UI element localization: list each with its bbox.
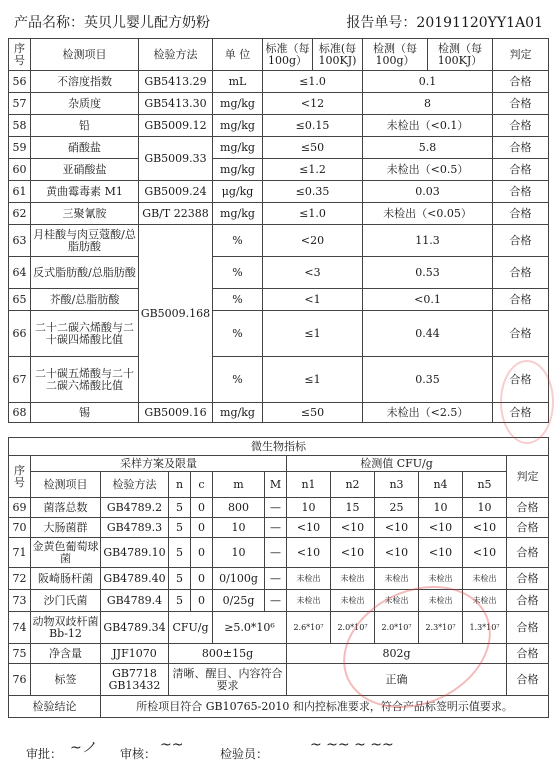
table-row — [9, 93, 549, 115]
table-cell: GB5009.12 — [139, 115, 213, 137]
table-cell: GB4789.3 — [101, 518, 169, 538]
table-cell: 未检出 — [331, 590, 375, 612]
table-cell: 合格 — [507, 498, 549, 518]
table-cell: ≤0.35 — [263, 181, 363, 203]
table-cell: 硝酸盐 — [31, 137, 139, 159]
table-cell: ≤1 — [263, 311, 363, 357]
table-cell: n1 — [287, 472, 331, 498]
table-cell: n3 — [375, 472, 419, 498]
table-cell: GB5009.168 — [139, 225, 213, 403]
table-cell: 58 — [9, 115, 31, 137]
table-cell: <3 — [263, 257, 363, 289]
table-cell: GB5009.16 — [139, 403, 213, 423]
table-row — [9, 403, 549, 423]
approve-label: 审批： — [26, 747, 63, 761]
table-cell: 沙门氏菌 — [31, 590, 101, 612]
table-cell: 70 — [9, 518, 31, 538]
table-cell: 73 — [9, 590, 31, 612]
table-cell: 合格 — [493, 289, 549, 311]
table-cell: 10 — [287, 498, 331, 518]
table-cell: 74 — [9, 612, 31, 644]
table-cell: <10 — [375, 518, 419, 538]
table-cell: ≤1 — [263, 357, 363, 403]
chemical-results-table — [8, 38, 549, 423]
table-cell: 未检出 — [375, 590, 419, 612]
table-cell: 未检出 — [463, 568, 507, 590]
table-cell: 5 — [169, 518, 191, 538]
table-cell: % — [213, 225, 263, 257]
table-cell: 未检出（<0.05） — [363, 203, 493, 225]
table-cell: 0.35 — [363, 357, 493, 403]
reviewer-signature: ~~ — [160, 737, 184, 753]
table-cell: — — [265, 568, 287, 590]
table-cell: 黄曲霉毒素 M1 — [31, 181, 139, 203]
table-cell: 0/100g — [213, 568, 265, 590]
conclusion-text: 所检项目符合 GB10765-2010 和内控标准要求，符合产品标签明示值要求。 — [101, 696, 549, 718]
table-cell: n2 — [331, 472, 375, 498]
table-cell: 合格 — [507, 590, 549, 612]
table-cell: 72 — [9, 568, 31, 590]
table-row — [9, 115, 549, 137]
micro-results-table — [8, 437, 549, 718]
table-cell: JJF1070 — [101, 644, 169, 664]
table-cell: 未检出 — [287, 590, 331, 612]
table-cell: 亚硝酸盐 — [31, 159, 139, 181]
table-cell: 8 — [363, 93, 493, 115]
conclusion-label: 检验结论 — [9, 696, 101, 718]
table-cell: 合格 — [507, 568, 549, 590]
sampling-plan-header: 采样方案及限量 — [31, 456, 287, 472]
table-cell: 5 — [169, 538, 191, 568]
table-cell: 合格 — [493, 403, 549, 423]
table-cell: 62 — [9, 203, 31, 225]
table-cell: GB4789.34 — [101, 612, 169, 644]
table-row — [9, 644, 549, 664]
table-cell: <10 — [331, 538, 375, 568]
table-cell: GB4789.40 — [101, 568, 169, 590]
table-cell: 0/25g — [213, 590, 265, 612]
table-cell: <10 — [331, 518, 375, 538]
table-cell: m — [213, 472, 265, 498]
table-cell: — — [265, 518, 287, 538]
table-cell: 66 — [9, 311, 31, 357]
table-cell: GB5413.30 — [139, 93, 213, 115]
table-cell: — — [265, 498, 287, 518]
table-cell: 合格 — [507, 664, 549, 696]
table-cell: 10 — [213, 518, 265, 538]
table-cell: 未检出 — [419, 590, 463, 612]
table-cell: 合格 — [493, 225, 549, 257]
table-cell: M — [265, 472, 287, 498]
table-cell: <1 — [263, 289, 363, 311]
table-cell: 67 — [9, 357, 31, 403]
table-cell: ≥5.0*10⁶ — [213, 612, 287, 644]
table-cell: CFU/g — [169, 612, 213, 644]
table-cell: 2.0*10⁷ — [375, 612, 419, 644]
col-verdict: 判定 — [493, 39, 549, 71]
table-cell: 75 — [9, 644, 31, 664]
table-cell: 净含量 — [31, 644, 101, 664]
col-std-100kj: 标准(每100KJ) — [313, 39, 363, 71]
table-cell: 未检出（<2.5） — [363, 403, 493, 423]
table-cell: 5.8 — [363, 137, 493, 159]
table-cell: 合格 — [493, 203, 549, 225]
table-cell: 60 — [9, 159, 31, 181]
table-row — [9, 568, 549, 590]
table-row — [9, 538, 549, 568]
table-cell: GB4789.4 — [101, 590, 169, 612]
table-cell: GB/T 22388 — [139, 203, 213, 225]
table-cell: 清晰、醒目、内容符合要求 — [169, 664, 287, 696]
table-row — [9, 311, 549, 357]
table-row — [9, 357, 549, 403]
table-cell: 63 — [9, 225, 31, 257]
table-cell: μg/kg — [213, 181, 263, 203]
table-cell: 1.3*10⁷ — [463, 612, 507, 644]
table-cell: 合格 — [493, 93, 549, 115]
micro-title: 微生物指标 — [9, 438, 549, 456]
table-row — [9, 590, 549, 612]
table-cell: <10 — [419, 518, 463, 538]
table-cell: 阪崎肠杆菌 — [31, 568, 101, 590]
table-cell: 合格 — [493, 137, 549, 159]
table-cell: GB4789.10 — [101, 538, 169, 568]
table-cell: 未检出 — [419, 568, 463, 590]
table-cell: 5 — [169, 590, 191, 612]
table-cell: 芥酸/总脂肪酸 — [31, 289, 139, 311]
table-cell: % — [213, 357, 263, 403]
table-cell: 0 — [191, 568, 213, 590]
table-cell: — — [265, 590, 287, 612]
table-cell: % — [213, 257, 263, 289]
table-cell: <10 — [375, 538, 419, 568]
table-cell: 未检出（<0.5） — [363, 159, 493, 181]
table-row — [9, 612, 549, 644]
table-cell: 三聚氰胺 — [31, 203, 139, 225]
table-cell: 802g — [287, 644, 507, 664]
table-cell: 5 — [169, 568, 191, 590]
table-header — [9, 472, 549, 498]
table-cell: 合格 — [493, 311, 549, 357]
table-cell: 800 — [213, 498, 265, 518]
table-cell: ≤1.0 — [263, 203, 363, 225]
col-seq: 序号 — [9, 39, 31, 71]
table-cell: 2.6*10⁷ — [287, 612, 331, 644]
table-cell: mg/kg — [213, 403, 263, 423]
col-res-100g: 检测（每100g） — [363, 39, 428, 71]
table-cell: mg/kg — [213, 93, 263, 115]
table-cell: <10 — [419, 538, 463, 568]
report-number: 报告单号：20191120YY1A01 — [346, 15, 543, 31]
table-cell: 15 — [331, 498, 375, 518]
table-cell: 反式脂肪酸/总脂肪酸 — [31, 257, 139, 289]
table-row — [9, 181, 549, 203]
table-cell: 65 — [9, 289, 31, 311]
table-cell: GB4789.2 — [101, 498, 169, 518]
conclusion-row — [9, 696, 549, 718]
review-label: 审核： — [120, 747, 157, 761]
table-cell: 大肠菌群 — [31, 518, 101, 538]
table-cell: mL — [213, 71, 263, 93]
table-row — [9, 289, 549, 311]
table-cell: 0.03 — [363, 181, 493, 203]
table-cell: 2.3*10⁷ — [419, 612, 463, 644]
table-cell: 10 — [213, 538, 265, 568]
col-std-100g: 标准（每100g） — [263, 39, 313, 71]
table-cell: 不溶度指数 — [31, 71, 139, 93]
table-cell: 57 — [9, 93, 31, 115]
table-row — [9, 137, 549, 159]
table-cell: 月桂酸与肉豆蔻酸/总脂肪酸 — [31, 225, 139, 257]
table-cell: 合格 — [493, 159, 549, 181]
table-cell: 检测项目 — [31, 472, 101, 498]
product-name: 产品名称：英贝儿婴儿配方奶粉 — [14, 15, 210, 31]
inspector-label: 检验员： — [220, 747, 269, 761]
table-cell: 合格 — [493, 115, 549, 137]
table-cell: 合格 — [493, 257, 549, 289]
table-cell: c — [191, 472, 213, 498]
table-cell: 10 — [419, 498, 463, 518]
detection-header: 检测值 CFU/g — [287, 456, 507, 472]
table-cell: <10 — [463, 538, 507, 568]
table-cell: 未检出 — [375, 568, 419, 590]
table-cell: 未检出（<0.1） — [363, 115, 493, 137]
table-cell: <10 — [287, 518, 331, 538]
table-cell: 0.44 — [363, 311, 493, 357]
table-cell: <0.1 — [363, 289, 493, 311]
table-cell: 合格 — [507, 612, 549, 644]
table-cell: 0 — [191, 498, 213, 518]
inspector-signatures: ~ ~~ ~ ~~ — [310, 737, 394, 753]
report-header — [8, 6, 547, 34]
table-cell: 合格 — [493, 357, 549, 403]
table-cell: 25 — [375, 498, 419, 518]
col-method: 检验方法 — [139, 39, 213, 71]
table-cell: 合格 — [493, 181, 549, 203]
col-res-100kj: 检测（每100KJ） — [428, 39, 493, 71]
approver-signature: ~ノ — [70, 740, 96, 756]
table-cell: 未检出 — [463, 590, 507, 612]
table-cell: 金黄色葡萄球菌 — [31, 538, 101, 568]
table-cell: 61 — [9, 181, 31, 203]
table-cell: n — [169, 472, 191, 498]
table-cell: 56 — [9, 71, 31, 93]
table-row — [9, 664, 549, 696]
col-verdict: 判定 — [507, 456, 549, 498]
table-cell: 68 — [9, 403, 31, 423]
table-cell: 合格 — [507, 644, 549, 664]
table-row — [9, 71, 549, 93]
table-cell: GB5009.33 — [139, 137, 213, 181]
table-cell: % — [213, 289, 263, 311]
table-cell: 铅 — [31, 115, 139, 137]
table-cell: <20 — [263, 225, 363, 257]
table-cell: mg/kg — [213, 159, 263, 181]
table-cell: 合格 — [493, 71, 549, 93]
table-cell: <10 — [287, 538, 331, 568]
table-cell: GB5009.24 — [139, 181, 213, 203]
table-cell: 59 — [9, 137, 31, 159]
table-cell: 二十二碳六烯酸与二十碳四烯酸比值 — [31, 311, 139, 357]
table-row — [9, 498, 549, 518]
table-cell: 动物双歧杆菌 Bb-12 — [31, 612, 101, 644]
table-row — [9, 203, 549, 225]
table-cell: 标签 — [31, 664, 101, 696]
table-cell: 检验方法 — [101, 472, 169, 498]
signature-area — [20, 735, 540, 775]
col-seq: 序号 — [9, 456, 31, 498]
table-cell: 5 — [169, 498, 191, 518]
table-header — [9, 39, 549, 71]
table-cell: 800±15g — [169, 644, 287, 664]
table-cell: 合格 — [507, 538, 549, 568]
table-cell: 76 — [9, 664, 31, 696]
table-cell: 2.0*10⁷ — [331, 612, 375, 644]
table-cell: n4 — [419, 472, 463, 498]
table-cell: 菌落总数 — [31, 498, 101, 518]
table-cell: mg/kg — [213, 115, 263, 137]
table-cell: 正确 — [287, 664, 507, 696]
table-cell: ≤50 — [263, 137, 363, 159]
table-cell: 71 — [9, 538, 31, 568]
table-cell: 10 — [463, 498, 507, 518]
table-cell: 0 — [191, 538, 213, 568]
table-cell: mg/kg — [213, 137, 263, 159]
table-cell: ≤1.0 — [263, 71, 363, 93]
table-cell: n5 — [463, 472, 507, 498]
table-cell: 0.1 — [363, 71, 493, 93]
table-cell: ≤0.15 — [263, 115, 363, 137]
table-cell: % — [213, 311, 263, 357]
table-cell: 0 — [191, 590, 213, 612]
table-cell: mg/kg — [213, 203, 263, 225]
table-row — [9, 159, 549, 181]
table-cell: 锡 — [31, 403, 139, 423]
table-cell: 11.3 — [363, 225, 493, 257]
table-cell: 0 — [191, 518, 213, 538]
table-row — [9, 257, 549, 289]
table-cell: 未检出 — [331, 568, 375, 590]
table-cell: ≤50 — [263, 403, 363, 423]
table-cell: 杂质度 — [31, 93, 139, 115]
table-cell: — — [265, 538, 287, 568]
table-row — [9, 225, 549, 257]
table-cell: 0.53 — [363, 257, 493, 289]
table-cell: 合格 — [507, 518, 549, 538]
table-cell: <12 — [263, 93, 363, 115]
table-cell: ≤1.2 — [263, 159, 363, 181]
col-item: 检测项目 — [31, 39, 139, 71]
col-unit: 单 位 — [213, 39, 263, 71]
table-row — [9, 518, 549, 538]
table-cell: GB7718 GB13432 — [101, 664, 169, 696]
table-cell: 未检出 — [287, 568, 331, 590]
table-cell: GB5413.29 — [139, 71, 213, 93]
table-cell: 二十碳五烯酸与二十二碳六烯酸比值 — [31, 357, 139, 403]
table-cell: 64 — [9, 257, 31, 289]
table-cell: 69 — [9, 498, 31, 518]
table-cell: <10 — [463, 518, 507, 538]
